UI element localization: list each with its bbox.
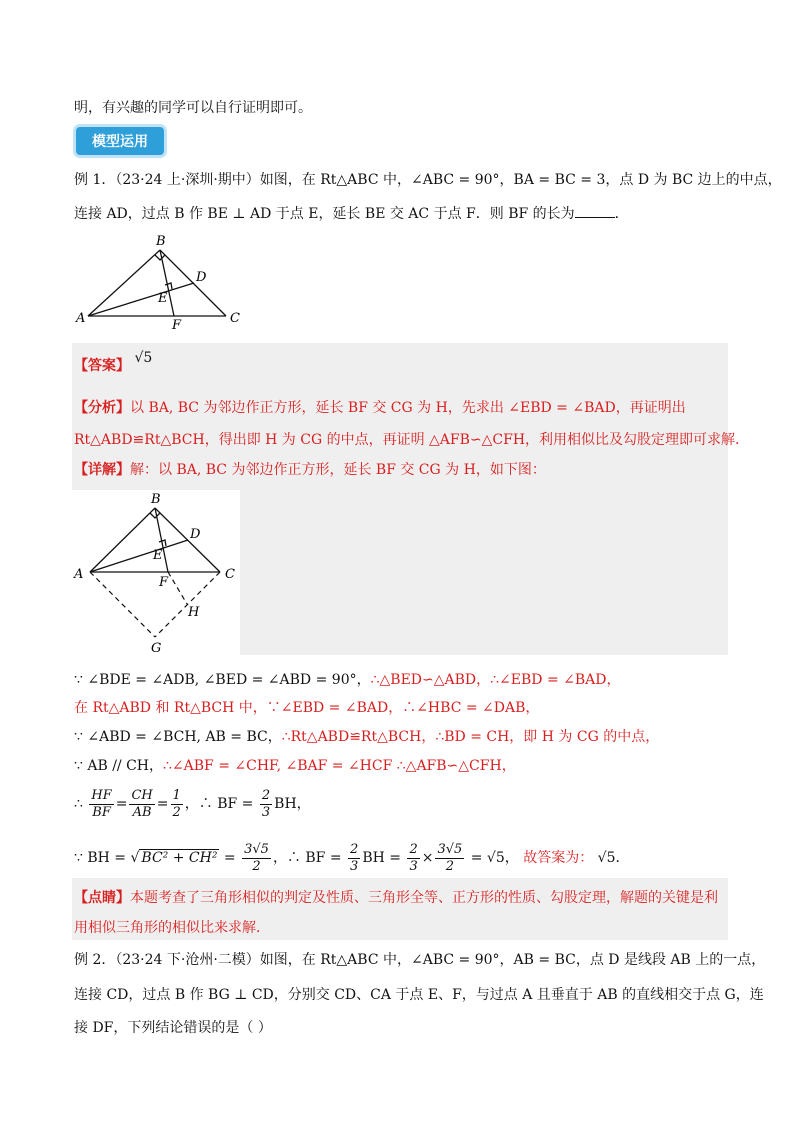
frac-num: 1 (172, 787, 181, 803)
frac-den: BF (92, 804, 111, 820)
fig1-label-b: B (156, 234, 166, 249)
step-1-red: ∴△BED∽△ABD，∴∠EBD = ∠BAD， (370, 672, 621, 688)
frac-den: 2 (252, 858, 261, 874)
step-1-black: ∵ ∠BDE = ∠ADB, ∠BED = ∠ABD = 90°， (74, 672, 371, 688)
ex2-line3: 接 DF，下列结论错误的是（ ） (74, 1020, 272, 1036)
fig1-label-c: C (230, 311, 240, 326)
step-4-red: ∴∠ABF = ∠CHF, ∠BAF = ∠HCF ∴△AFB∽△CFH， (163, 758, 516, 774)
fig1-seg-ad (88, 283, 194, 316)
analysis-line2: Rt△ABD≌Rt△BCH，得出即 H 为 CG 的中点，再证明 △AFB∽△CFH，利用相似比及勾股定理即可求解． (74, 432, 750, 448)
step-6-prefix: ∵ BH = (74, 850, 127, 866)
section-tag: 模型运用 (76, 127, 164, 155)
frac-num: 3√5 (437, 841, 463, 857)
answer-value: √5 (134, 350, 153, 366)
detail-text1: 解：以 BA, BC 为邻边作正方形，延长 BF 交 CG 为 H，如下图： (130, 462, 546, 478)
frac-den: 3 (409, 858, 418, 874)
figure-2 (72, 490, 240, 656)
fig2-label-e: E (153, 548, 163, 563)
ex2-line2: 连接 CD，过点 B 作 BG ⊥ CD，分别交 CD、CA 于点 E、F，与过点 A 且垂直于 AB 的直线相交于点 G，连 (74, 987, 764, 1003)
step-3 (74, 727, 659, 747)
step-6: ∵ BH = √ BC² + CH² = $\frac{3√5}{2}$ ，∴ BF = $\frac{2}{3}$ BH = $\frac{2}{3}$ × $\frac{3√5}{2}$ = √5， 故答案为： √5． (74, 841, 630, 874)
fig1-label-d: D (196, 270, 207, 285)
step-6-answer-text: 故答案为： (523, 850, 594, 866)
ex1-line1: 例 1．（23·24 上·深圳·期中）如图，在 Rt△ABC 中，∠ABC = 90°，BA = BC = 3，点 D 为 BC 边上的中点， (74, 172, 782, 188)
step-6-eq: = (223, 850, 236, 866)
step-1 (74, 670, 621, 690)
fig2-seg-ad (90, 540, 188, 572)
step-2: 在 Rt△ABD 和 Rt△BCH 中，∵∠EBD = ∠BAD，∴∠HBC = ∠DAB， (74, 700, 540, 716)
fig2-seg-ag (90, 572, 155, 637)
answer-blank (575, 203, 615, 218)
fig2-right-angle-b (150, 513, 160, 518)
figure-1 (74, 232, 246, 332)
solution-block-right (240, 495, 728, 655)
step-6-answer-val: √5． (597, 850, 630, 866)
ex1-line2 (74, 203, 629, 224)
step-3-red: ∴Rt△ABD≌Rt△BCH，∴BD = CH，即 H 为 CG 的中点， (281, 729, 660, 745)
step-6-frac-a (242, 842, 271, 875)
frac-den: 3 (261, 804, 271, 820)
fig1-label-f: F (172, 318, 182, 332)
step-6-frac-b (348, 842, 360, 875)
fig2-seg-fh (168, 572, 187, 604)
step-5: ∴ $\frac{HF}{BF}$ = $\frac{CH}{AB}$ = $\frac{1}{2}$ ，∴ BF = $\frac{2}{3}$ BH， (74, 787, 311, 820)
fig1-right-angle-b (155, 255, 165, 260)
frac-num: CH (131, 787, 153, 803)
answer-label: 【答案】 (74, 358, 130, 374)
frac-den: 2 (172, 804, 181, 820)
comment-text1: 本题考查了三角形相似的判定及性质、三角形全等、正方形的性质、勾股定理，解题的关键是利 (130, 890, 718, 906)
intro-text: 明，有兴趣的同学可以自行证明即可。 (74, 100, 312, 116)
analysis-line1 (74, 398, 686, 418)
step-5-end: BH， (274, 796, 311, 812)
frac-den: 2 (445, 858, 455, 874)
fig1-seg-bf (160, 250, 174, 316)
step-6-mid2: BH = (362, 850, 401, 866)
comment-line2: 用相似三角形的相似比来求解． (74, 920, 270, 936)
step-6-frac-d (435, 842, 464, 875)
fig2-label-d: D (190, 527, 201, 542)
step-5-frac-hf-bf (89, 788, 113, 821)
frac-den: 3 (350, 858, 359, 874)
frac-num: HF (91, 787, 112, 803)
fig2-seg-ab (90, 508, 155, 572)
step-5-frac-half (171, 788, 183, 821)
step-6-result: = √5， (470, 850, 519, 866)
fig2-label-h: H (188, 605, 200, 620)
step-6-frac-c (407, 842, 419, 875)
step-6-times: × (421, 850, 434, 866)
step-5-frac-ch-ab (129, 788, 154, 821)
frac-num: 2 (261, 787, 271, 803)
step-4-black: ∵ AB // CH， (74, 758, 164, 774)
fig2-label-a: A (74, 567, 84, 582)
fig1-label-a: A (76, 311, 86, 326)
step-5-mid: ，∴ BF = (184, 796, 254, 812)
analysis-label: 【分析】 (74, 400, 130, 416)
step-5-frac-two-thirds (260, 788, 272, 821)
answer-line (74, 350, 153, 376)
frac-num: 2 (350, 841, 359, 857)
frac-den: AB (132, 804, 152, 820)
fig1-label-e: E (158, 291, 168, 306)
ex2-line1: 例 2．（23·24 下·沧州·二模）如图，在 Rt△ABC 中，∠ABC = 90°，AB = BC，点 D 是线段 AB 上的一点， (74, 952, 766, 968)
step-6-sqrt: BC² + CH² (141, 850, 218, 866)
step-3-black: ∵ ∠ABD = ∠BCH, AB = BC， (74, 729, 282, 745)
detail-line1 (74, 460, 546, 480)
comment-line1 (74, 888, 718, 908)
step-6-mid: ，∴ BF = (272, 850, 342, 866)
comment-label: 【点睛】 (74, 890, 130, 906)
fig2-label-b: B (151, 492, 161, 507)
ex1-line2-text: 连接 AD，过点 B 作 BE ⊥ AD 于点 E，延长 BE 交 AC 于点 F．则 BF 的长为 (74, 206, 575, 222)
fig2-label-g: G (151, 641, 162, 656)
frac-num: 2 (409, 841, 418, 857)
step-4 (74, 756, 516, 776)
detail-label: 【详解】 (74, 462, 130, 478)
fig2-label-c: C (225, 567, 235, 582)
step-5-prefix: ∴ (74, 796, 83, 812)
frac-num: 3√5 (244, 841, 269, 857)
fig2-label-f: F (159, 575, 169, 590)
fig1-seg-ab (88, 250, 160, 316)
analysis-text1: 以 BA, BC 为邻边作正方形，延长 BF 交 CG 为 H，先求出 ∠EBD = ∠BAD，再证明出 (130, 400, 686, 416)
ex1-line2-end: ． (614, 206, 629, 222)
